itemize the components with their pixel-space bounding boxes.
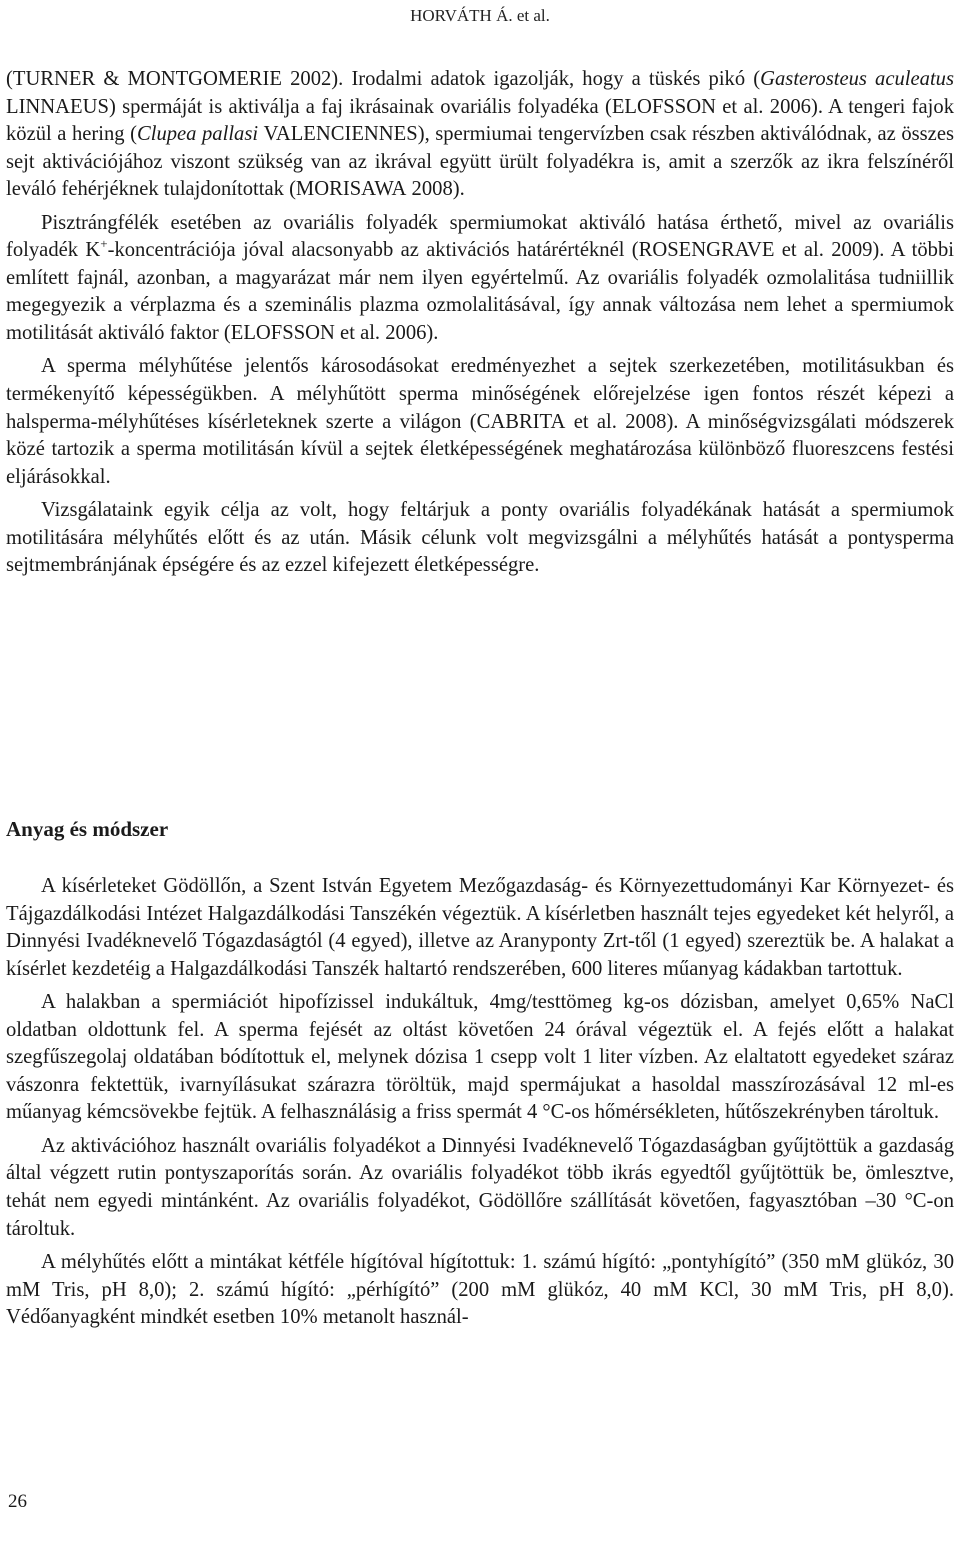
text-run: et al. 2006). [334,321,439,344]
paragraph-2 [6,210,954,348]
paragraph-1 [6,66,954,204]
methods-paragraph-1: A kísérleteket Gödöllőn, a Szent István Egyetem Mezőgazdaság- és Környezettudományi Kar Környezet- és Tájgazdálkodási Intézet Halgazdálkodási Tanszékén végeztük. A kísérletben használt tejes egyedeket két helyről, a Dinnyési Ivadéknevelő Tógazdaságtól (4 egyed), illetve az Aranyponty Zrt-től (1 egyed) szereztük be. A halakat a kísérlet kezdetéig a Halgazdálkodási Tanszék haltartó rendszerében, 600 literes műanyag kádakban tartottuk. [6,875,954,980]
citation-author: CABRITA [476,410,566,433]
citation-author: ELOFSSON [611,95,716,118]
methods-text-block [6,873,954,1332]
running-head-rest: Á. et al. [491,6,550,25]
methods-paragraph-4: A mélyhűtés előtt a mintákat kétféle hígítóval hígítottuk: 1. számú hígító: „pontyhígító” (350 mM glükóz, 30 mM Tris, pH 8,0); 2. számú hígító: „pérhígító” (200 mM glükóz, 40 mM KCl, 30 mM Tris, pH 8,0). Védőanyagként mindkét esetben 10% metanolt használ- [6,1251,954,1329]
citation-author: ROSENGRAVE [638,239,775,262]
text-run: ), spermiumai tengervízben csak részben aktiválódnak, az összes sejt aktivációjához viszont szükség van az ikrával együtt ürült folyadékra is, amit a szerzők az ikra felszínéről leváló fehérjéknek tulajdonítottak ( [6,123,954,201]
text-run: Pisztrángfélék esetében az ovariális folyadék spermiumokat aktiváló hatása érthető, mivel az ovariális folyadék K [6,211,954,262]
superscript-plus: + [100,236,108,252]
running-head [0,6,960,26]
paragraph-3 [6,353,954,491]
text-run: ( [6,68,13,90]
methods-paragraph-2: A halakban a spermiációt hipofízissel indukáltuk, 4mg/testtömeg kg-os dózisban, amelyet 0,65% NaCl oldatban oldottunk fel. A sperma fejését az oltást követően 24 órával végeztük el. A fejés előtt a halakat szegfűszegolaj oldatában bódítottuk el, melynek dózisa 1 csepp volt 1 liter vízben. Az elaltatott egyedeket száraz vászonra fektettük, ivarnyílásukat szárazra töröltük, majd spermájukat a hasoldal masszírozásával 12 ml-es műanyag kémcsövekbe fejtük. A felhasználásig a friss spermát 4 °C-os hőmérsékleten, hűtőszekrényben tároltuk. [6,991,954,1124]
paragraph-4: Vizsgálataink egyik célja az volt, hogy feltárjuk a ponty ovariális folyadékának hatását a spermiumok motilitására mélyhűtés előtt és az után. Másik célunk volt megvizsgálni a mélyhűtés hatását a pontysperma sejtmembránjának épségére és az ezzel kifejezett életképességre. [6,499,954,577]
citation-author: ELOFSSON [230,321,335,344]
section-heading: Anyag és módszer [6,817,169,841]
text-run: & [95,68,128,90]
species-name: Gasterosteus aculeatus [760,68,954,90]
text-run: et al. 2009). A többi említett fajnál, azonban, a magyarázat már nem ilyen egyértelmű. Az ovariális folyadék ozmolalitása tudniillik megegyezik a vérplazma és a szeminális plazma ozmolalitásával, így annak változása nem lehet a spermiumok motilitását aktiváló faktor ( [6,239,954,344]
taxon-author: LINNAEUS [6,95,109,118]
taxon-author: VALENCIENNES [263,123,418,146]
text-run: 2002). Irodalmi adatok igazolják, hogy a tüskés pikó ( [281,68,761,90]
species-name: Clupea pallasi [136,123,259,146]
running-head-surname: ORVÁTH [422,6,492,25]
citation-author: MORISAWA [295,178,407,201]
text-run: ) spermáját is aktiválja a faj ikrásainak ovariális folyadéka ( [108,95,612,118]
text-run: 2008). [406,178,465,201]
text-run: -koncentrációja jóval alacsonyabb az aktivációs határértéknél ( [107,239,639,262]
methods-paragraph-3: Az aktivációhoz használt ovariális folyadékot a Dinnyési Ivadéknevelő Tógazdaságban gyűjtöttük a gazdaság által végzett rutin pontyszaporítás során. Az ovariális folyadékot több ikrás egyedtől gyűjtöttük be, ömlesztve, tehát nem egyedi mintánként. Az ovariális folyadékot, Gödöllőre szállítását követően, fagyasztóban –30 °C-on tároltuk. [6,1134,954,1240]
running-head-initial: H [410,6,423,25]
text-run: et al. 2006). A tengeri fajok közül a hering ( [6,95,954,146]
page-number: 26 [8,1491,27,1512]
text-run: A sperma mélyhűtése jelentős károsodásokat eredményezhet a sejtek szerkezetében, motilitásukban és termékenyítő képességükben. A mélyhűtött sperma minőségének előrejelzése igen fontos részét képezi a halsperma-mélyhűtéses kísérleteknek szerte a világon ( [6,355,954,433]
text-run: et al. 2008). A minőségvizsgálati módszerek közé tartozik a sperma motilitásán kívül a sejtek életképességének meghatározása különböző fluoreszcens festési eljárásokkal. [6,410,954,488]
intro-text-block [6,66,954,580]
citation-author: MONTGOMERIE [127,68,282,90]
citation-author: TURNER [12,68,96,90]
